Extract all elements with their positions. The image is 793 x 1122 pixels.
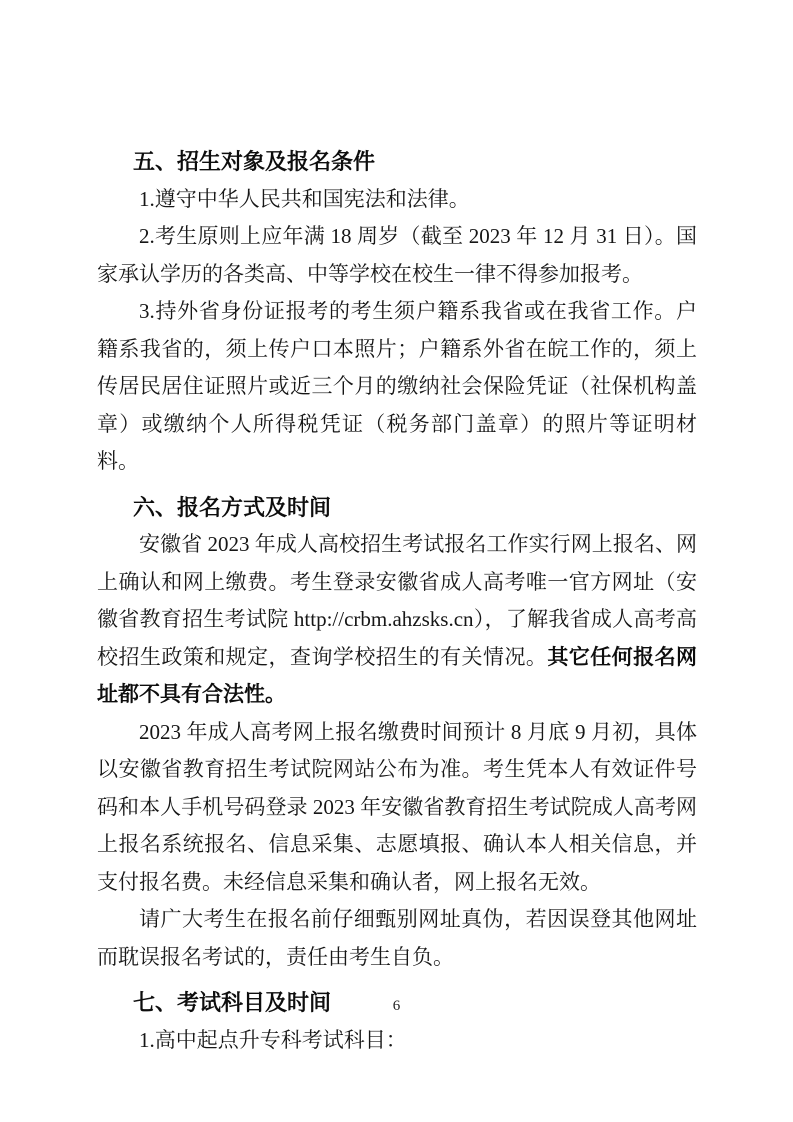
paragraph-constitution-law: 1.遵守中华人民共和国宪法和法律。	[139, 186, 470, 211]
page-number: 6	[392, 998, 401, 1014]
paragraph-age-requirement: 2.考生原则上应年满 18 周岁（截至 2023 年 12 月 31 日）。国家承认学历的各类高、中等学校在校生一律不得参加报考。	[97, 224, 697, 286]
section-heading-exam-subjects: 七、考试科目及时间	[133, 990, 332, 1015]
section-heading-enrollment-targets: 五、招生对象及报名条件	[133, 149, 376, 174]
paragraph-exam-subjects-intro: 1.高中起点升专科考试科目：	[139, 1027, 407, 1052]
registration-method-text: 安徽省 2023 年成人高校招生考试报名工作实行网上报名、网上确认和网上缴费。考生登录安徽省成人高考唯一官方网址（安徽省教育招生考试院 http://crbm.ahzsks.cn），了解我省成人高考高校招生政策和规定，查询学校招生的有关情况。	[97, 532, 697, 669]
paragraph-payment-schedule: 2023 年成人高考网上报名缴费时间预计 8 月底 9 月初，具体以安徽省教育招生考试院网站公布为准。考生凭本人有效证件号码和本人手机号码登录 2023 年安徽省教育招生考试院成人高考网上报名系统报名、信息采集、志愿填报、确认本人相关信息，并支付报名费。未经信息采集和确认者，网上报名无效。	[97, 719, 697, 894]
paragraph-registration-method	[97, 526, 697, 714]
section-heading-registration-method: 六、报名方式及时间	[133, 494, 332, 520]
legitimacy-warning-bold-text: 其它任何报名网址都不具有合法性。	[97, 644, 698, 706]
paragraph-out-of-province-id: 3.持外省身份证报考的考生须户籍系我省或在我省工作。户籍系我省的，须上传户口本照片；户籍系外省在皖工作的，须上传居民居住证照片或近三个月的缴纳社会保险凭证（社保机构盖章）或缴纳个人所得税凭证（税务部门盖章）的照片等证明材料。	[97, 299, 697, 473]
paragraph-url-caution: 请广大考生在报名前仔细甄别网址真伪，若因误登其他网址而耽误报名考试的，责任由考生自负。	[97, 907, 697, 969]
page-body	[97, 135, 697, 1059]
